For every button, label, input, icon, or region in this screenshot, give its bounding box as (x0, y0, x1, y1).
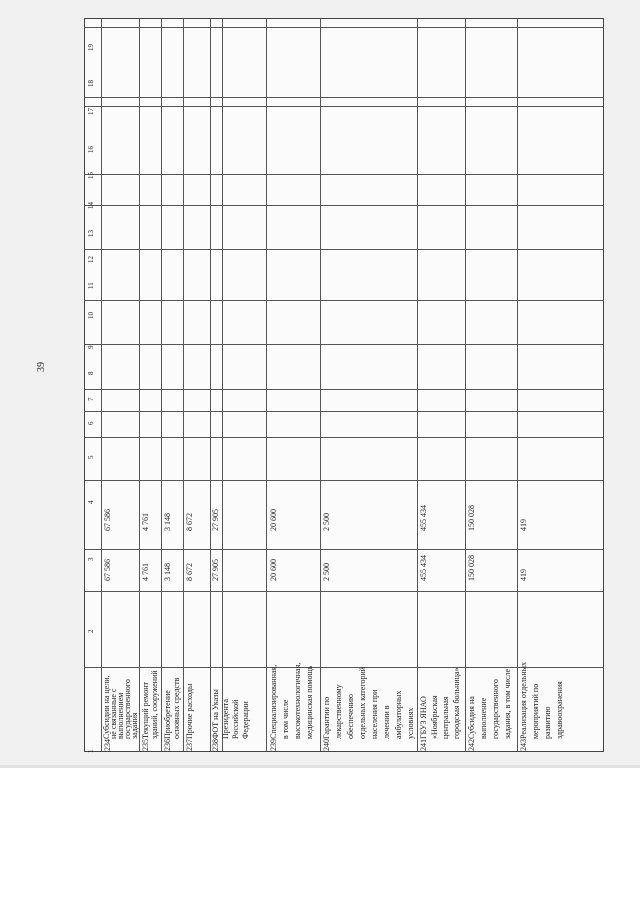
header-cell: 14 (87, 202, 95, 209)
name-line: населения при (370, 689, 379, 739)
column-line (101, 19, 102, 751)
header-cell: 19 (87, 44, 95, 51)
name-line: выполнением (116, 692, 125, 739)
value-col3: 8 672 (185, 563, 194, 581)
column-line (465, 19, 466, 751)
value-col3: 67 586 (103, 559, 112, 581)
row-line (85, 97, 603, 98)
page-number: 39 (36, 362, 47, 372)
name-line: не связанные с (109, 688, 118, 739)
value-col3: 419 (519, 569, 528, 581)
name-line: Гарантии по (322, 696, 331, 739)
header-cell: 15 (87, 172, 95, 179)
value-col4: 20 600 (269, 509, 278, 531)
name-line: медицинская помощь (305, 665, 314, 739)
name-line: лечении в (382, 705, 391, 739)
name-line: центральная (441, 696, 450, 739)
header-cell: 10 (87, 312, 95, 319)
name-line: амбулаторных (394, 690, 403, 739)
name-line: городская больница» (452, 667, 461, 739)
header-cell: 16 (87, 146, 95, 153)
row-line (85, 591, 603, 592)
header-cell: 13 (87, 230, 95, 237)
name-line: зданий, сооружений (150, 670, 159, 739)
row-line (85, 549, 603, 550)
name-line: Прочие расходы (185, 683, 194, 739)
row-line (85, 437, 603, 438)
name-line: «Ноябрьская (430, 695, 439, 739)
name-line: высокотехнологичная, (293, 662, 302, 739)
header-cell: 7 (87, 397, 95, 401)
row-line (85, 174, 603, 175)
value-col4: 419 (519, 519, 528, 531)
row-number: 241 (419, 739, 428, 751)
name-line: задания (130, 712, 139, 739)
name-line: ГБУЗ ЯНАО (419, 696, 428, 739)
column-line (222, 19, 223, 751)
value-col4: 3 148 (163, 513, 172, 531)
name-line: обеспечению (346, 693, 355, 739)
value-col4: 2 500 (322, 513, 331, 531)
value-col4: 27 905 (211, 509, 220, 531)
row-line (85, 106, 603, 107)
name-line: Специализированная, (269, 664, 278, 739)
row-line (85, 411, 603, 412)
value-col3: 455 434 (419, 555, 428, 581)
name-line: Федерации (241, 701, 250, 739)
row-number: 234 (103, 739, 112, 751)
row-line (85, 205, 603, 206)
header-cell: 9 (87, 345, 95, 349)
value-col3: 2 500 (322, 563, 331, 581)
row-number: 236 (163, 739, 172, 751)
header-cell: 6 (87, 421, 95, 425)
row-number: 243 (519, 739, 528, 751)
header-cell: 1 (87, 749, 95, 753)
name-line: основных средств (172, 677, 181, 739)
value-col3: 4 761 (141, 563, 150, 581)
column-line (183, 19, 184, 751)
row-number: 242 (467, 739, 476, 751)
name-line: государственного (123, 679, 132, 739)
data-table (84, 18, 604, 752)
row-line (85, 389, 603, 390)
column-line (210, 19, 211, 751)
row-line (85, 27, 603, 28)
row-number: 239 (269, 739, 278, 751)
name-line: развитию (543, 706, 552, 739)
name-line: Реализация отдельных (519, 661, 528, 739)
name-line: здравоохранения (555, 681, 564, 739)
row-number: 237 (185, 739, 194, 751)
name-line: задания, в том числе (503, 668, 512, 739)
header-cell: 18 (87, 80, 95, 87)
row-line (85, 249, 603, 250)
value-col3: 150 028 (467, 555, 476, 581)
column-line (266, 19, 267, 751)
row-number: 238 (211, 739, 220, 751)
column-line (417, 19, 418, 751)
name-line: Субсидии на цели, (102, 675, 111, 739)
row-line (85, 300, 603, 301)
name-line: ФОТ на Указы (211, 689, 220, 739)
row-number: 240 (322, 739, 331, 751)
name-line: лекарственному (334, 684, 343, 739)
value-col4: 4 761 (141, 513, 150, 531)
header-cell: 11 (87, 282, 95, 289)
name-line: мероприятий по (531, 683, 540, 739)
column-line (161, 19, 162, 751)
name-line: Субсидия на (467, 696, 476, 739)
value-col4: 455 434 (419, 505, 428, 531)
header-cell: 8 (87, 371, 95, 375)
value-col4: 67 586 (103, 509, 112, 531)
name-line: Приобретение (163, 690, 172, 739)
column-line (139, 19, 140, 751)
value-col4: 8 672 (185, 513, 194, 531)
name-line: выполнение (479, 697, 488, 739)
column-line (320, 19, 321, 751)
header-cell: 3 (87, 557, 95, 561)
name-line: отдельных категорий (358, 666, 367, 739)
name-line: Текущий ремонт (141, 681, 150, 739)
name-line: государственного (491, 679, 500, 739)
value-col4: 150 028 (467, 505, 476, 531)
value-col3: 20 600 (269, 559, 278, 581)
header-cell: 17 (87, 108, 95, 115)
value-col3: 27 905 (211, 559, 220, 581)
header-cell: 2 (87, 629, 95, 633)
column-line (517, 19, 518, 751)
row-line (85, 480, 603, 481)
name-line: Президента (221, 699, 230, 739)
header-cell: 5 (87, 455, 95, 459)
row-line (85, 344, 603, 345)
header-cell: 4 (87, 500, 95, 504)
name-line: в том числе (281, 699, 290, 739)
row-number: 235 (141, 739, 150, 751)
value-col3: 3 148 (163, 563, 172, 581)
name-line: условиях (406, 707, 415, 739)
name-line: Российской (231, 699, 240, 739)
header-cell: 12 (87, 256, 95, 263)
scan-edge (0, 765, 640, 768)
